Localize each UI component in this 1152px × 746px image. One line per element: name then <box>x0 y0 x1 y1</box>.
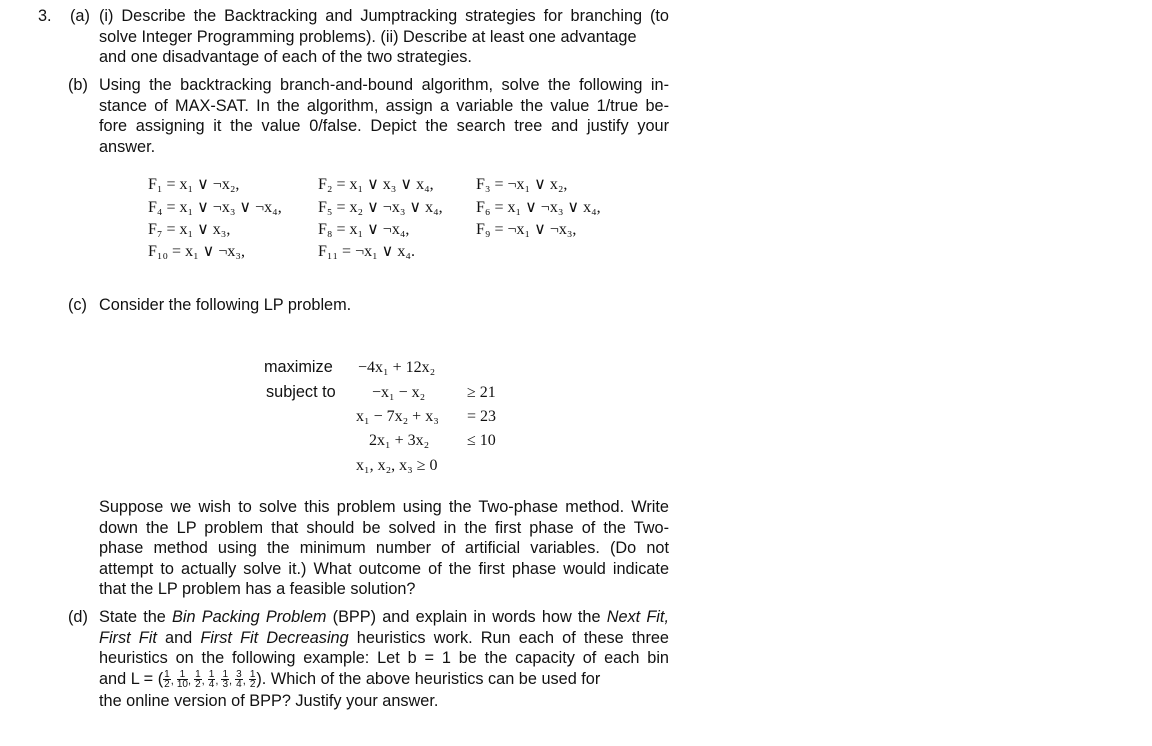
formula-f2: F₂ = x₁ ∨ x₃ ∨ x₄, <box>318 176 434 193</box>
item-size-fraction: $\frac{1}{2}$ <box>164 668 170 690</box>
lp-constraint-rhs: ≤ 10 <box>467 432 496 449</box>
part-d-label: (d) <box>68 608 88 626</box>
formula-f11: F₁₁ = ¬x₁ ∨ x₄. <box>318 243 415 260</box>
part-b-line: answer. <box>99 137 156 156</box>
part-c-line: phase method using the minimum number of artificial variables. (Do not <box>99 539 669 557</box>
lp-subject-label: subject to <box>266 383 336 401</box>
formula-f7: F₇ = x₁ ∨ x₃, <box>148 221 231 238</box>
item-size-fraction: $\frac{1}{2}$ <box>249 668 256 690</box>
part-c-text <box>99 497 669 600</box>
part-b-text <box>99 75 669 157</box>
formula-f1: F₁ = x₁ ∨ ¬x₂, <box>148 176 240 193</box>
part-a-line: (i) Describe the Backtracking and Jumptracking strategies for branching (to <box>99 7 669 25</box>
item-size-fraction: $\frac{1}{3}$ <box>222 668 228 690</box>
formula-f8: F₈ = x₁ ∨ ¬x₄, <box>318 221 410 238</box>
part-d-line-4: and L = ( $\frac{1}{2}$ , $\frac{1}{10}$ , $\frac{1}{2}$ , $\frac{1}{4}$ , $\frac{1}{3}$ , $\frac{3}{4}$ , $\frac{1}{2}$ ). Which of the above heuristics can be used for <box>99 668 601 690</box>
part-c-line: down the LP problem that should be solved in the first phase of the Two- <box>99 518 669 537</box>
part-c-intro: Consider the following LP problem. <box>99 296 352 314</box>
item-size-fraction: $\frac{1}{2}$ <box>195 668 201 690</box>
part-b-line: fore assigning it the value 0/false. Depict the search tree and justify your <box>99 117 669 135</box>
formula-f4: F₄ = x₁ ∨ ¬x₃ ∨ ¬x₄, <box>148 199 282 216</box>
formula-f10: F₁₀ = x₁ ∨ ¬x₃, <box>148 243 245 260</box>
item-sizes-list: $\frac{1}{2}$ , $\frac{1}{10}$ , $\frac{1}{2}$ , $\frac{1}{4}$ , $\frac{1}{3}$ , $\frac{3}{4}$ , $\frac{1}{2}$ <box>164 668 256 690</box>
lp-objective: −4x₁ + 12x₂ <box>358 359 436 376</box>
part-d-text <box>99 607 669 712</box>
lp-maximize-label: maximize <box>264 358 333 376</box>
formula-f6: F₆ = x₁ ∨ ¬x₃ ∨ x₄, <box>476 199 601 216</box>
part-d-line-2: First Fit and First Fit Decreasing heuristics work. Run each of these three <box>99 628 669 647</box>
part-c-line: attempt to actually solve it.) What outcome of the first phase would indicate <box>99 559 669 578</box>
part-d-line-1: State the Bin Packing Problem (BPP) and explain in words how the Next Fit, <box>99 608 669 626</box>
lp-constraint-lhs: 2x₁ + 3x₂ <box>369 432 430 449</box>
part-c-line: Suppose we wish to solve this problem using the Two-phase method. Write <box>99 498 669 516</box>
part-b-line: stance of MAX-SAT. In the algorithm, assign a variable the value 1/true be- <box>99 96 669 115</box>
lp-constraint-lhs: −x₁ − x₂ <box>372 384 426 401</box>
item-size-fraction: $\frac{1}{10}$ <box>176 668 188 690</box>
part-b-line: Using the backtracking branch-and-bound algorithm, solve the following in- <box>99 76 669 94</box>
lp-constraint-lhs: x₁ − 7x₂ + x₃ <box>356 408 439 425</box>
part-b-label: (b) <box>68 76 88 94</box>
part-a-text <box>99 6 669 68</box>
item-size-fraction: $\frac{3}{4}$ <box>236 668 242 690</box>
formula-f5: F₅ = x₂ ∨ ¬x₃ ∨ x₄, <box>318 199 443 216</box>
part-c-line: that the LP problem has a feasible solution? <box>99 580 416 598</box>
item-size-fraction: $\frac{1}{4}$ <box>208 668 215 690</box>
part-d-line-5: the online version of BPP? Justify your answer. <box>99 692 439 710</box>
part-a-label: (a) <box>70 7 90 25</box>
part-a-line: solve Integer Programming problems). (ii) Describe at least one advantage <box>99 27 637 46</box>
lp-constraint-rhs: = 23 <box>467 408 497 425</box>
part-c-label: (c) <box>68 296 87 314</box>
lp-constraint-rhs: ≥ 21 <box>467 384 496 401</box>
part-d-line-3: heuristics on the following example: Let b = 1 be the capacity of each bin <box>99 649 669 667</box>
formula-f9: F₉ = ¬x₁ ∨ ¬x₃, <box>476 221 577 238</box>
part-a-line: and one disadvantage of each of the two strategies. <box>99 48 472 66</box>
question-number: 3. <box>38 7 52 25</box>
lp-nonnegativity: x₁, x₂, x₃ ≥ 0 <box>356 457 438 474</box>
formula-f3: F₃ = ¬x₁ ∨ x₂, <box>476 176 568 193</box>
